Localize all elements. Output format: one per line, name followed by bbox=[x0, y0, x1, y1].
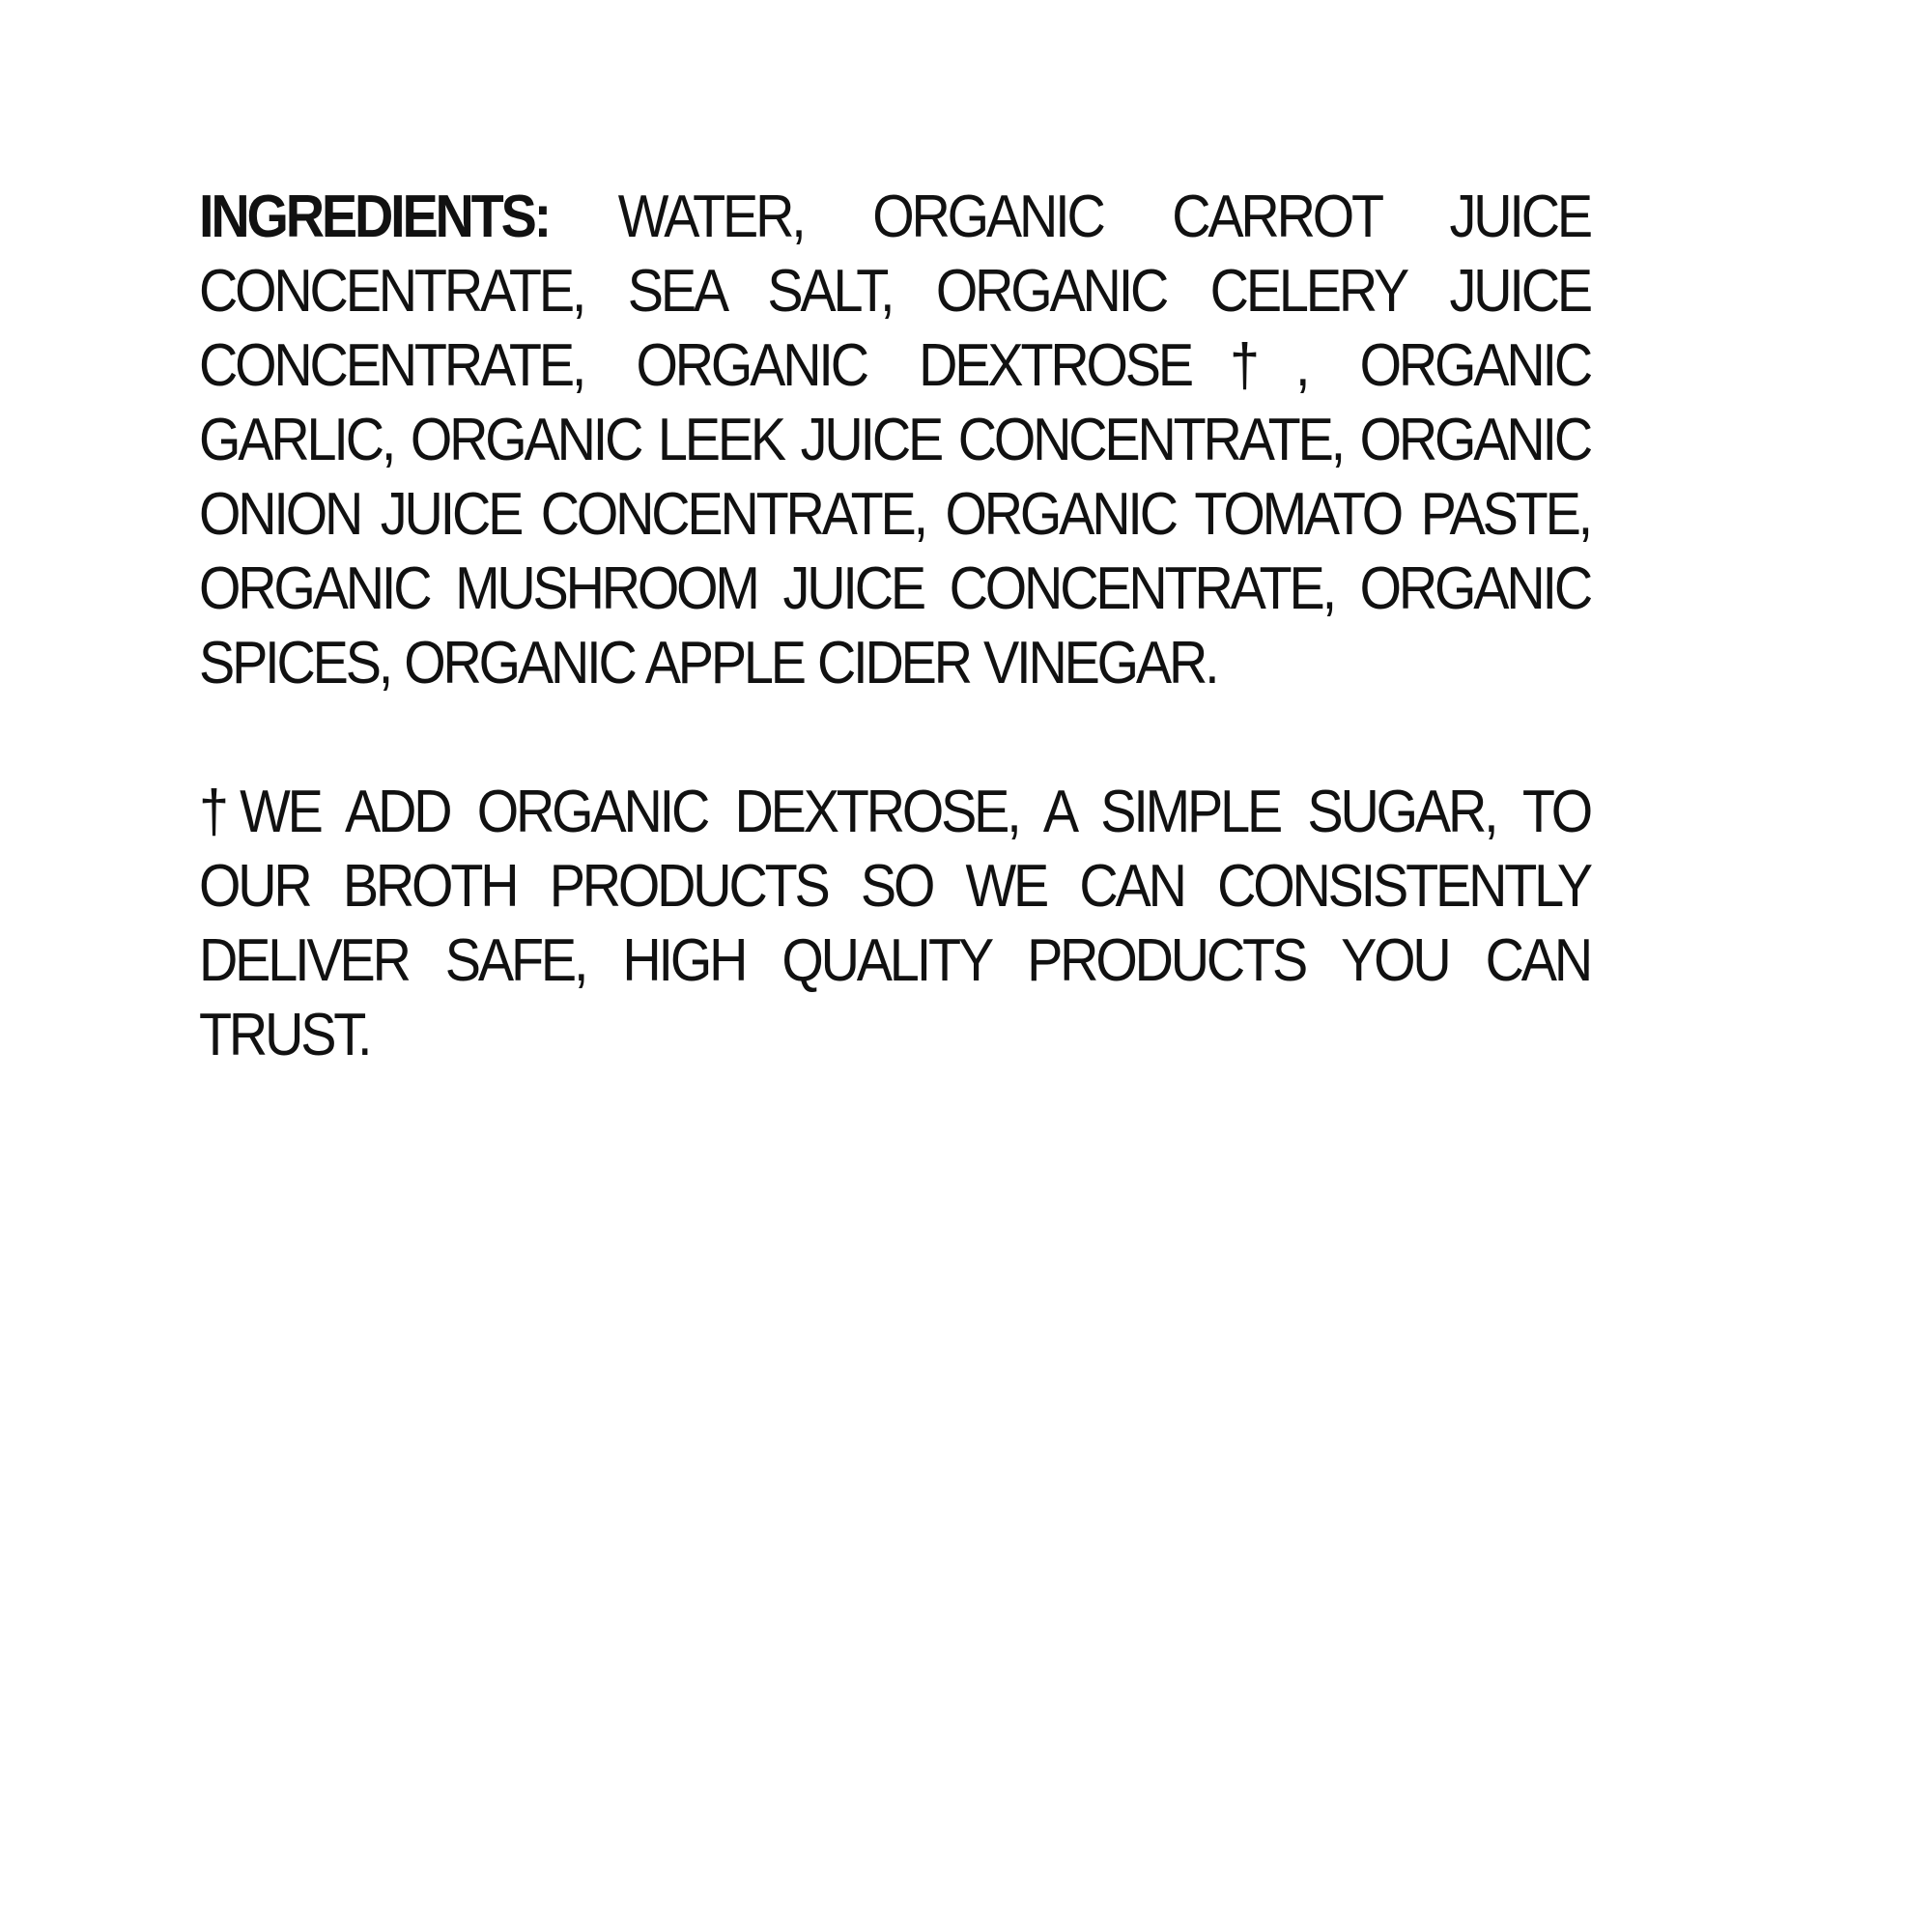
ingredients-label bbox=[199, 180, 1590, 1072]
ingredients-list: WATER, ORGANIC CARROT JUICE CONCENTRATE, SEA SALT, ORGANIC CELERY JUICE CONCENTRATE, ORGANIC DEXTROSE†, ORGANIC GARLIC, ORGANIC LEEK JUICE CONCENTRATE, ORGANIC ONION JUICE CONCENTRATE, ORGANIC TOMATO PASTE, ORGANIC MUSHROOM JUICE CONCENTRATE, ORGANIC SPICES, ORGANIC APPLE CIDER VINEGAR. bbox=[199, 184, 1590, 696]
ingredients-paragraph bbox=[199, 180, 1590, 700]
ingredients-heading: INGREDIENTS: bbox=[199, 184, 550, 250]
dextrose-footnote: †WE ADD ORGANIC DEXTROSE, A SIMPLE SUGAR, TO OUR BROTH PRODUCTS SO WE CAN CONSISTENTLY DELIVER SAFE, HIGH QUALITY PRODUCTS YOU CAN TRUST. bbox=[199, 779, 1590, 1068]
